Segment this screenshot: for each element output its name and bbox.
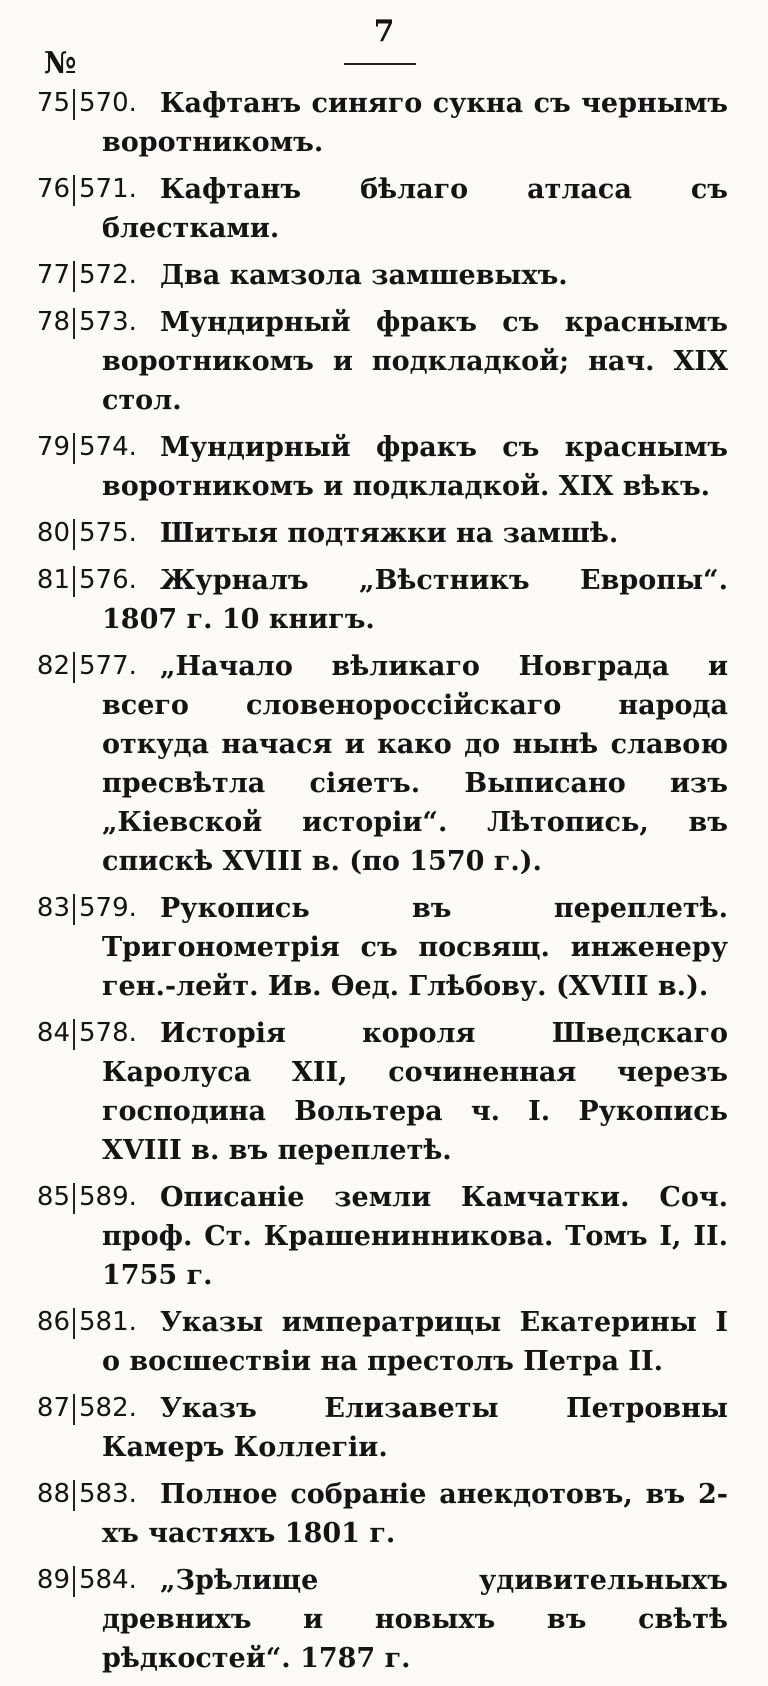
entry-number-right: 577. [79, 651, 137, 681]
entry-number-right: 581. [79, 1307, 137, 1337]
page-number: 7 [373, 14, 395, 49]
entry-number-left: 75 [36, 88, 70, 118]
entry-text: Рукопись въ переплетѣ. Тригонометрiя съ посвящ. инженеру ген.-лейт. Ив. Ѳед. Глѣбову. (XVIII в.). [102, 893, 728, 1002]
catalog-entry [0, 170, 728, 248]
header-rule [344, 63, 416, 65]
catalog-entry-list [0, 84, 768, 1686]
entry-number-separator [73, 1394, 75, 1425]
entry-number-right: 572. [79, 260, 137, 290]
entry-number-right: 570. [79, 88, 137, 118]
entry-number-left: 89 [36, 1565, 70, 1595]
catalog-entry [0, 303, 728, 420]
entry-number-separator [73, 1019, 75, 1050]
entry-number-left: 77 [36, 260, 70, 290]
catalog-entry [0, 428, 728, 506]
entry-number-separator [73, 433, 75, 464]
entry-text: „Начало вѣликаго Новграда и всего словенороссiйскаго народа откуда начася и како до нынѣ славою пресвѣтла сiяетъ. Выписано изъ „Кiевской исторiи“. Лѣтопись, въ спискѣ XVIII в. (по 1570 г.). [102, 651, 728, 877]
catalog-entry [0, 1475, 728, 1553]
entry-number-left: 87 [36, 1393, 70, 1423]
entry-number-left: 79 [36, 432, 70, 462]
entry-number-separator [73, 652, 75, 683]
entry-text: Шитыя подтяжки на замшѣ. [160, 518, 619, 549]
entry-number-separator [73, 519, 75, 550]
catalog-entry [0, 84, 728, 162]
entry-number-left: 76 [36, 174, 70, 204]
entry-number-separator [73, 1566, 75, 1597]
catalog-entry [0, 1178, 728, 1295]
catalog-entry [0, 256, 728, 295]
entry-number-right: 583. [79, 1479, 137, 1509]
entry-number-separator [73, 261, 75, 292]
entry-number-right: 579. [79, 893, 137, 923]
entry-number-right: 589. [79, 1182, 137, 1212]
entry-number-left: 84 [36, 1018, 70, 1048]
entry-text: Исторiя короля Шведскаго Каролуса XII, сочиненная черезъ господина Вольтера ч. I. Рукопись XVIII в. въ переплетѣ. [102, 1018, 728, 1166]
entry-number-right: 584. [79, 1565, 137, 1595]
entry-number-right: 573. [79, 307, 137, 337]
entry-text: Два камзола замшевыхъ. [160, 260, 568, 291]
catalog-entry [0, 889, 728, 1006]
entry-number-left: 86 [36, 1307, 70, 1337]
entry-text: Кафтанъ бѣлаго атласа съ блестками. [102, 174, 728, 244]
entry-text: Журналъ „Вѣстникъ Европы“. 1807 г. 10 книгъ. [102, 565, 728, 635]
entry-number-separator [73, 175, 75, 206]
entry-number-right: 574. [79, 432, 137, 462]
entry-number-right: 582. [79, 1393, 137, 1423]
catalog-entry [0, 647, 728, 881]
entry-text: „Зрѣлище удивительныхъ древнихъ и новыхъ въ свѣтѣ рѣдкостей“. 1787 г. [102, 1565, 728, 1674]
catalog-entry [0, 1389, 728, 1467]
entry-number-left: 82 [36, 651, 70, 681]
entry-text: Указъ Елизаветы Петровны Камеръ Коллегiи. [102, 1393, 728, 1463]
entry-number-left: 85 [36, 1182, 70, 1212]
entry-number-separator [73, 89, 75, 120]
entry-number-right: 571. [79, 174, 137, 204]
entry-number-separator [73, 308, 75, 339]
number-column-heading: № [44, 46, 77, 81]
entry-number-separator [73, 894, 75, 925]
entry-number-left: 80 [36, 518, 70, 548]
entry-number-left: 88 [36, 1479, 70, 1509]
catalog-entry [0, 561, 728, 639]
entry-number-left: 81 [36, 565, 70, 595]
catalog-entry [0, 514, 728, 553]
entry-number-separator [73, 1183, 75, 1214]
entry-text: Мундирный фракъ съ краснымъ воротникомъ и подкладкой; нач. XIX стол. [102, 307, 728, 416]
entry-number-right: 576. [79, 565, 137, 595]
entry-number-right: 575. [79, 518, 137, 548]
catalog-entry [0, 1561, 728, 1678]
entry-text: Мундирный фракъ съ краснымъ воротникомъ и подкладкой. XIX вѣкъ. [102, 432, 728, 502]
entry-number-left: 83 [36, 893, 70, 923]
catalog-entry [0, 1303, 728, 1381]
entry-number-right: 578. [79, 1018, 137, 1048]
entry-text: Полное собранiе анекдотовъ, въ 2-хъ частяхъ 1801 г. [102, 1479, 728, 1549]
entry-number-left: 78 [36, 307, 70, 337]
entry-text: Описанiе земли Камчатки. Соч. проф. Ст. Крашенинникова. Томъ I, II. 1755 г. [102, 1182, 728, 1291]
entry-number-separator [73, 1308, 75, 1339]
entry-number-separator [73, 566, 75, 597]
catalog-entry [0, 1014, 728, 1170]
entry-number-separator [73, 1480, 75, 1511]
entry-text: Указы императрицы Екатерины I о восшествiи на престолъ Петра II. [102, 1307, 728, 1377]
entry-text: Кафтанъ синяго сукна съ чернымъ воротникомъ. [102, 88, 728, 158]
